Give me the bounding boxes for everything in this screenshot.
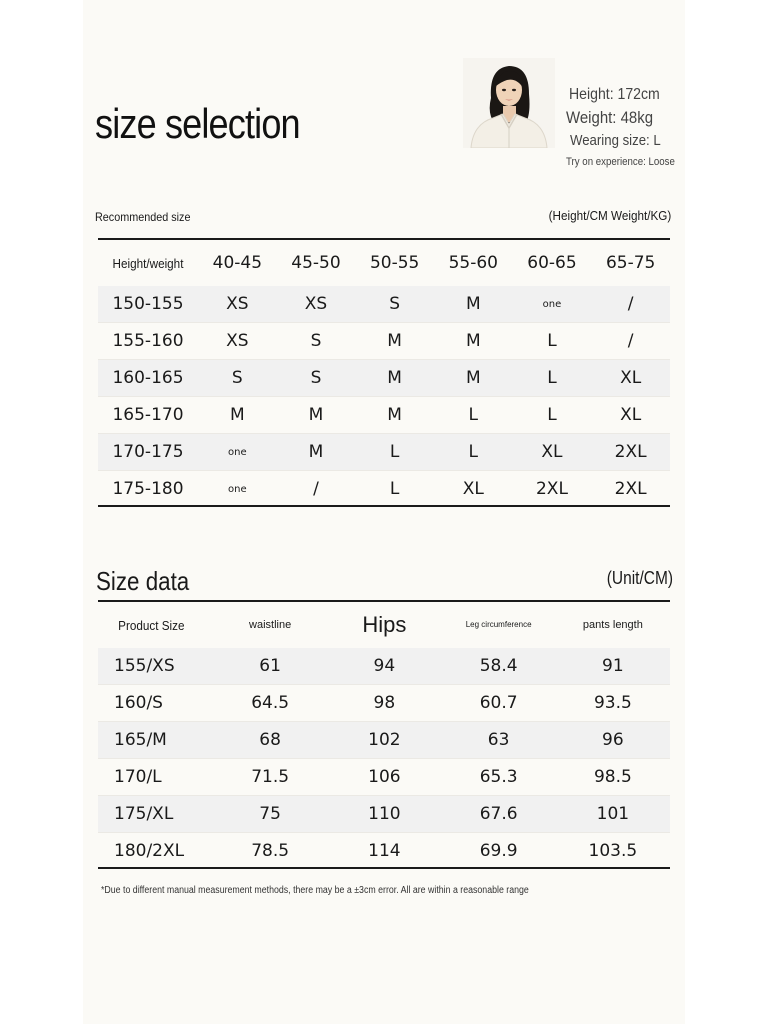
table-cell: 93.5: [556, 685, 670, 722]
table-cell: 101: [556, 796, 670, 833]
table-cell: 69.9: [442, 833, 556, 870]
model-height: Height: 172cm: [569, 86, 660, 103]
table-row: [98, 796, 670, 833]
table-cell: 102: [327, 722, 441, 759]
table-row: [98, 434, 670, 471]
table-cell: XS: [277, 286, 356, 323]
recommended-unit-caption: (Height/CM Weight/KG): [548, 208, 671, 223]
table-cell: S: [355, 286, 434, 323]
table-cell: M: [434, 360, 513, 397]
table-row: [98, 286, 670, 323]
model-portrait-illustration: [463, 58, 555, 148]
table-cell: M: [355, 323, 434, 360]
table-cell: 68: [213, 722, 327, 759]
table-header-row: [98, 240, 670, 286]
table-cell: 165/M: [98, 722, 213, 759]
table-cell: 78.5: [213, 833, 327, 870]
model-wearing-size: Wearing size: L: [570, 132, 661, 149]
table-cell: 63: [442, 722, 556, 759]
table-cell: 94: [327, 648, 441, 685]
table-header-cell: pants length: [582, 619, 643, 631]
table-cell: XS: [198, 286, 277, 323]
table-header-cell: Leg circumference: [465, 620, 532, 629]
table-cell: 175/XL: [98, 796, 213, 833]
size-data-unit: (Unit/CM): [606, 568, 673, 588]
table-cell: 103.5: [556, 833, 670, 870]
table-header-cell: 60-65: [527, 253, 577, 273]
table-cell: 71.5: [213, 759, 327, 796]
table-cell: M: [434, 323, 513, 360]
table-cell: 106: [327, 759, 441, 796]
table-header-cell: 40-45: [212, 253, 263, 273]
table-cell: 75: [213, 796, 327, 833]
table-cell: 155/XS: [98, 648, 213, 685]
table-cell: S: [277, 323, 356, 360]
recommended-size-table: [98, 240, 670, 507]
table-cell: M: [355, 397, 434, 434]
table-row: [98, 722, 670, 759]
size-data-title: Size data: [96, 566, 190, 596]
table-cell: 160-165: [98, 360, 198, 397]
table-cell: L: [513, 360, 592, 397]
table-header-cell: Height/weight: [112, 255, 184, 271]
table-cell: L: [434, 434, 513, 471]
table-cell: L: [355, 471, 434, 508]
table-cell: 91: [556, 648, 670, 685]
table-row: [98, 323, 670, 360]
table-cell: 61: [213, 648, 327, 685]
recommended-size-caption: Recommended size: [95, 210, 191, 224]
table-cell: M: [277, 434, 356, 471]
table-cell: /: [591, 286, 670, 323]
table-cell: M: [355, 360, 434, 397]
table-cell: 64.5: [213, 685, 327, 722]
table-header-cell: Hips: [362, 612, 407, 637]
table-cell: M: [434, 286, 513, 323]
table-cell: XS: [198, 323, 277, 360]
table-cell: L: [513, 323, 592, 360]
table-cell: 98: [327, 685, 441, 722]
table-cell: /: [591, 323, 670, 360]
table-cell: L: [355, 434, 434, 471]
table-cell: XL: [591, 360, 670, 397]
table-cell: 170-175: [98, 434, 198, 471]
table-cell: 2XL: [513, 471, 592, 508]
table-cell: S: [277, 360, 356, 397]
table-header-cell: waistline: [249, 619, 292, 631]
table-cell: 58.4: [442, 648, 556, 685]
table-cell: XL: [434, 471, 513, 508]
table-row: [98, 360, 670, 397]
table-cell: XL: [513, 434, 592, 471]
table-header-cell: 55-60: [448, 253, 498, 273]
table-cell: 60.7: [442, 685, 556, 722]
table-row: [98, 833, 670, 870]
table-cell: 150-155: [98, 286, 198, 323]
table-cell: one: [198, 471, 277, 508]
table-cell: 114: [327, 833, 441, 870]
table-cell: 180/2XL: [98, 833, 213, 870]
table-cell: 67.6: [442, 796, 556, 833]
table-cell: 65.3: [442, 759, 556, 796]
table-row: [98, 648, 670, 685]
table-cell: 175-180: [98, 471, 198, 508]
table-cell: XL: [591, 397, 670, 434]
table-cell: 170/L: [98, 759, 213, 796]
table-header-cell: 65-75: [605, 253, 656, 273]
table-cell: 110: [327, 796, 441, 833]
recommended-table-bottom-rule: [98, 505, 670, 507]
table-row: [98, 759, 670, 796]
table-cell: L: [513, 397, 592, 434]
table-cell: 96: [556, 722, 670, 759]
model-photo: [463, 58, 555, 148]
measurement-footnote: *Due to different manual measurement methods, there may be a ±3cm error. All are within a reasonable range: [101, 885, 529, 896]
table-header-cell: 45-50: [291, 253, 341, 273]
table-cell: S: [198, 360, 277, 397]
size-chart-page: [83, 0, 685, 1024]
size-data-table-bottom-rule: [98, 867, 670, 869]
table-cell: M: [277, 397, 356, 434]
table-header-row: [98, 602, 670, 648]
table-cell: one: [198, 434, 277, 471]
table-cell: 98.5: [556, 759, 670, 796]
table-row: [98, 471, 670, 508]
table-row: [98, 685, 670, 722]
model-try-on: Try on experience: Loose: [566, 156, 675, 168]
table-cell: 155-160: [98, 323, 198, 360]
table-cell: M: [198, 397, 277, 434]
table-cell: one: [513, 286, 592, 323]
table-header-cell: Product Size: [118, 617, 185, 633]
page-title: size selection: [95, 100, 300, 147]
table-row: [98, 397, 670, 434]
table-cell: L: [434, 397, 513, 434]
table-cell: 165-170: [98, 397, 198, 434]
table-cell: 160/S: [98, 685, 213, 722]
size-data-table: [98, 602, 670, 869]
table-header-cell: 50-55: [369, 253, 420, 273]
table-cell: /: [277, 471, 356, 508]
table-cell: 2XL: [591, 434, 670, 471]
model-weight: Weight: 48kg: [566, 108, 654, 127]
table-cell: 2XL: [591, 471, 670, 508]
